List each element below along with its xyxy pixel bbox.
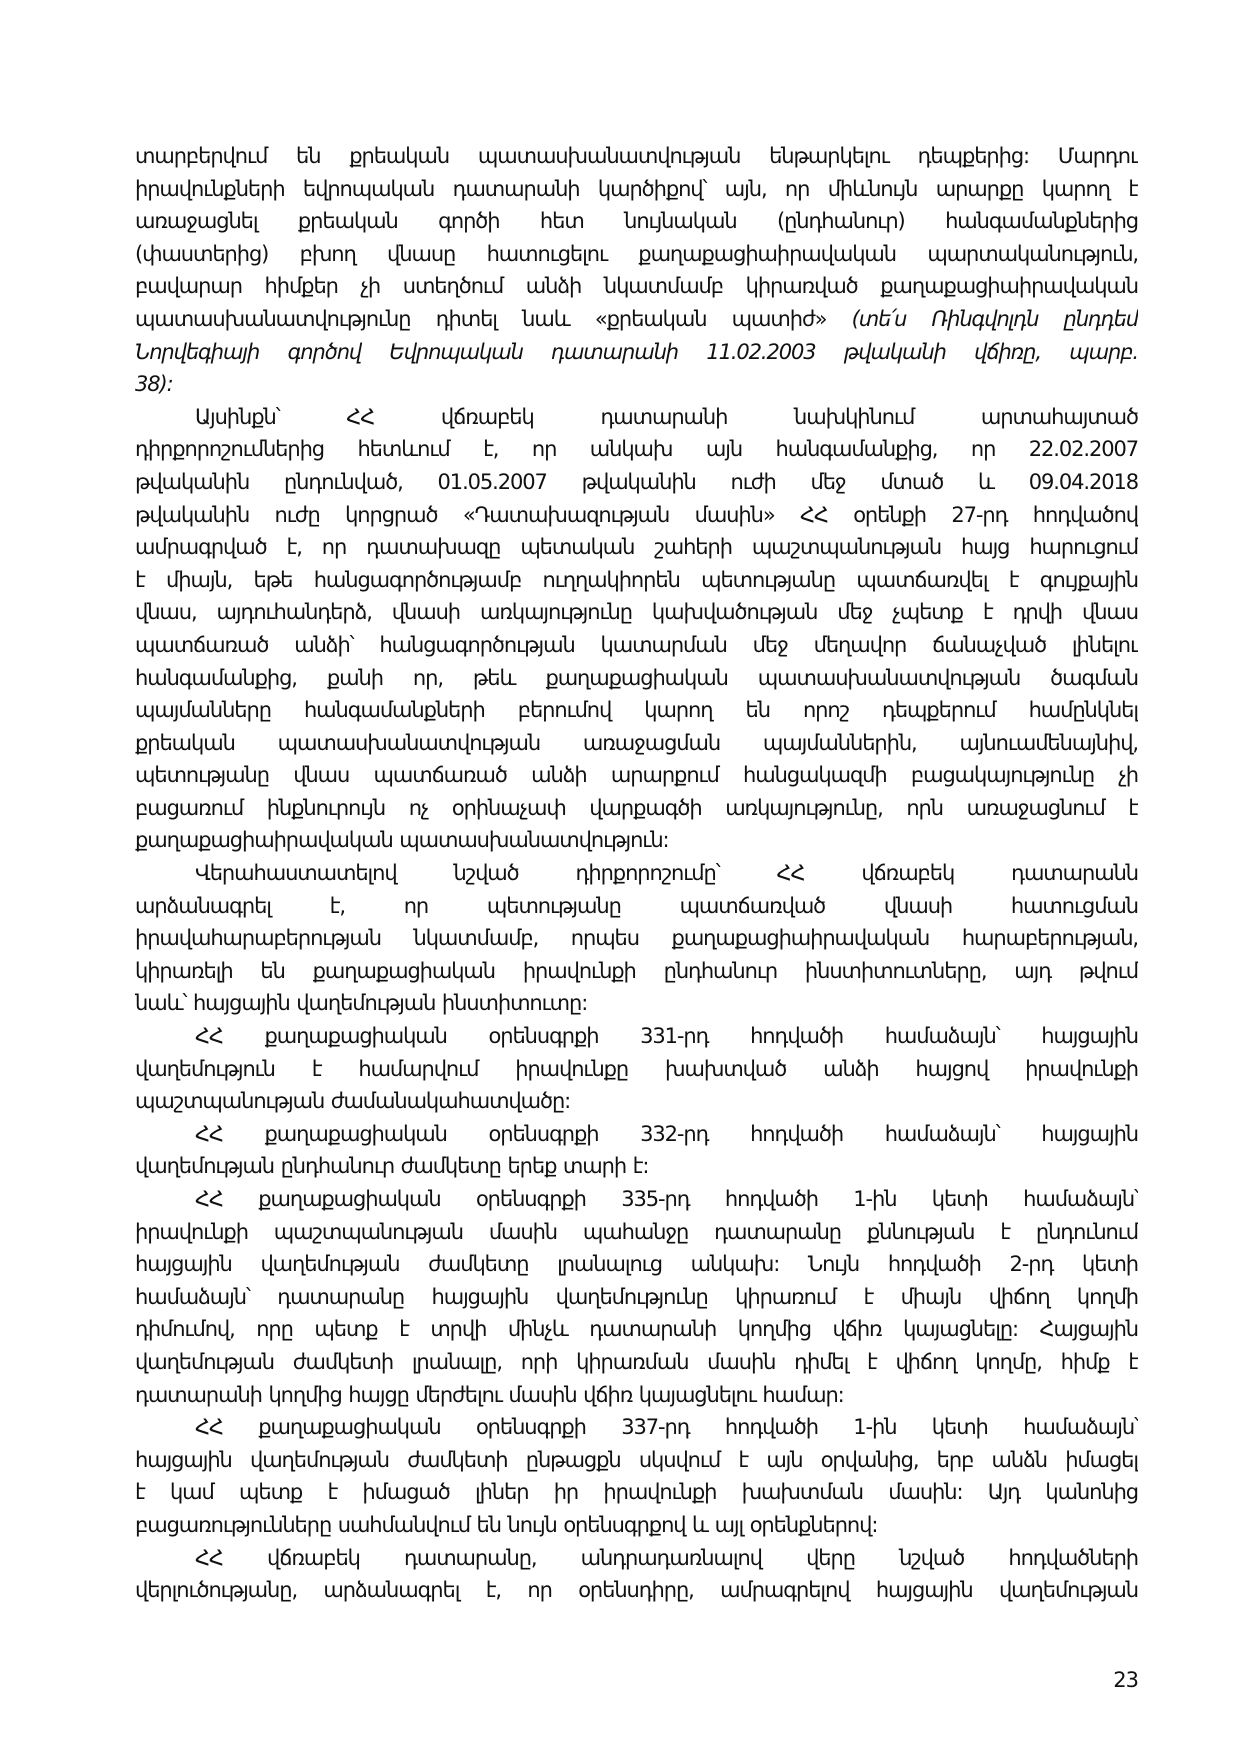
line-text: պայմանները հանգամանքների բերումով կարող են որոշ դեպքերում համընկնել [135,698,1138,723]
line-text: դիրքորոշումներից հետևում է, որ անկախ այն հանգամանքից, որ 22.02.2007 [135,437,1138,462]
text-line [135,955,1138,988]
text-line [135,336,1138,369]
text-line [135,890,1138,923]
line-text: ամրագրված է, որ դատախազը պետական շահերի պաշտպանության հայց հարուցում [135,535,1138,560]
text-line [135,596,1138,629]
text-line [135,1183,1138,1216]
line-text: թվականին ընդունված, 01.05.2007 թվականին ուժի մեջ մտած և 09.04.2018 [135,469,1138,494]
line-text: թվականին ուժը կորցրած «Դատախազության մասին» ՀՀ օրենքի 27-րդ հոդվածով [135,502,1138,527]
text-line [135,1118,1138,1151]
line-text: դատարանի կողմից հայցը մերժելու մասին վճիռ կայացնելու համար: [135,1382,844,1407]
text-line [135,922,1138,955]
text-line [135,1444,1138,1477]
line-text: տարբերվում են քրեական պատասխանատվության ենթարկելու դեպքերից: Մարդու [135,144,1138,168]
text-line [135,173,1138,206]
line-text: պատճառած անձի՝ հանցագործության կատարման մեջ մեղավոր ճանաչված լինելու [135,632,1138,657]
text-line [135,499,1138,532]
line-text: արձանագրել է, որ պետությանը պատճառված վնասի հատուցման [135,893,1138,918]
text-line [135,1542,1138,1575]
text-line [135,238,1138,271]
text-line [135,629,1138,662]
text-line [135,1085,1138,1118]
text-line [135,1020,1138,1053]
line-text: վնաս, այդուհանդերձ, վնասի առկայությունը կախվածության մեջ չպետք է դրվի վնաս [135,600,1138,625]
text-line [135,987,1138,1020]
line-text: ՀՀ քաղաքացիական օրենսգրքի 332-րդ հոդվածի համաձայն՝ հայցային [195,1121,1138,1146]
text-line [135,1411,1138,1444]
line-text: բացառությունները սահմանվում են նույն օրենսգրքով և այլ օրենքներով: [135,1512,878,1537]
line-text: վաղեմության ընդհանուր ժամկետը երեք տարի է: [135,1154,649,1179]
line-text: կիրառելի են քաղաքացիական իրավունքի ընդհանուր ինստիտուտները, այդ թվում [135,958,1138,983]
line-text: ՀՀ քաղաքացիական օրենսգրքի 335-րդ հոդվածի 1-ին կետի համաձայն՝ [195,1187,1138,1211]
text-line [135,401,1138,434]
text-line [135,759,1138,792]
text-line [135,662,1138,695]
document-body [135,140,1138,1607]
text-line [135,1216,1138,1249]
text-line [135,433,1138,466]
line-text: վաղեմություն է համարվում իրավունքը խախտված անձի հայցով իրավունքի [135,1056,1138,1081]
text-line [135,857,1138,890]
text-line [135,1248,1138,1281]
text-line [135,531,1138,564]
line-text: Այսինքն՝ ՀՀ վճռաբեկ դատարանի նախկինում արտահայտած [195,404,1138,429]
text-line [135,1509,1138,1542]
line-text: նաև՝ հայցային վաղեմության ինստիտուտը: [135,991,588,1016]
line-text: իրավահարաբերության նկատմամբ, որպես քաղաքացիաիրավական հարաբերության, [135,926,1138,951]
text-line [135,270,1138,303]
text-line [135,1281,1138,1314]
line-text: հանգամանքից, քանի որ, թեև քաղաքացիական պատասխանատվության ծագման [135,665,1138,690]
line-text: վաղեմության ժամկետի լրանալը, որի կիրառման մասին դիմել է վիճող կողմը, հիմք է [135,1349,1138,1374]
text-line [135,564,1138,597]
text-line [135,694,1138,727]
text-line [135,140,1138,173]
line-text: պատասխանատվությունը դիտել նաև «քրեական պատիժ» [135,306,827,331]
text-line [135,466,1138,499]
line-text: դիմումով, որը պետք է տրվի մինչև դատարանի կողմից վճիռ կայացնելը: Հայցային [135,1317,1138,1342]
line-text: ՀՀ վճռաբեկ դատարանը, անդրադառնալով վերը նշված հոդվածների [195,1545,1138,1570]
line-text: քաղաքացիաիրավական պատասխանատվություն: [135,828,669,853]
text-line [135,1379,1138,1412]
line-text: ՀՀ քաղաքացիական օրենսգրքի 337-րդ հոդվածի 1-ին կետի համաձայն՝ [195,1415,1138,1440]
text-line [135,1476,1138,1509]
line-text: առաջացնել քրեական գործի հետ նույնական (ընդհանուր) հանգամանքներից [135,209,1138,234]
line-text: իրավունքի պաշտպանության մասին պահանջը դատարանը քննության է ընդունում [135,1219,1138,1244]
line-text: վերլուծությանը, արձանագրել է, որ օրենսդիրը, ամրագրելով հայցային վաղեմության [135,1578,1138,1603]
text-line [135,824,1138,857]
line-text: է կամ պետք է իմացած լիներ իր իրավունքի խախտման մասին: Այդ կանոնից [135,1480,1138,1505]
text-line [135,1346,1138,1379]
line-text: հայցային վաղեմության ժամկետի ընթացքն սկսվում է այն օրվանից, երբ անձն իմացել [135,1447,1138,1472]
text-line [135,1150,1138,1183]
text-line [135,205,1138,238]
line-text: (փաստերից) բխող վնասը հատուցելու քաղաքացիաիրավական պարտականություն, [135,241,1138,266]
text-line [135,1313,1138,1346]
line-text: ՀՀ քաղաքացիական օրենսգրքի 331-րդ հոդվածի համաձայն՝ հայցային [195,1024,1138,1049]
citation-text: 38): [135,372,173,397]
text-line [135,368,1138,401]
text-line [135,792,1138,825]
text-line [135,1574,1138,1607]
text-line [135,727,1138,760]
line-text: բացառում ինքնուրույն ոչ օրինաչափ վարքագծի առկայությունը, որն առաջացնում է [135,795,1138,820]
text-line [135,303,1138,336]
line-text: պաշտպանության ժամանակահատվածը: [135,1089,571,1114]
line-text: պետությանը վնաս պատճառած անձի արարքում հանցակազմի բացակայությունը չի [135,763,1138,788]
line-text: Վերահաստատելով նշված դիրքորոշումը՝ ՀՀ վճռաբեկ դատարանն [195,861,1138,886]
line-text: համաձայն՝ դատարանը հայցային վաղեմությունը կիրառում է միայն վիճող կողմի [135,1284,1138,1309]
line-text: բավարար հիմքեր չի ստեղծում անձի նկատմամբ կիրառված քաղաքացիաիրավական [135,274,1138,299]
citation-text: (տե՛ս Ռինգվոլդն ընդդեմ [851,306,1138,331]
line-text: հայցային վաղեմության ժամկետը լրանալուց անկախ: Նույն հոդվածի 2-րդ կետի [135,1252,1138,1277]
page-number: 23 [1113,1668,1138,1692]
line-text: է միայն, եթե հանցագործությամբ ուղղակիորեն պետությանը պատճառվել է գույքային [135,567,1138,592]
citation-text: Նորվեգիայի գործով Եվրոպական դատարանի 11.02.2003 թվականի վճիռը, պարբ. [135,339,1138,364]
text-line [135,1053,1138,1086]
line-text: քրեական պատասխանատվության առաջացման պայմաններին, այնուամենայնիվ, [135,730,1138,755]
line-text: իրավունքների եվրոպական դատարանի կարծիքով՝ այն, որ միևնույն արարքը կարող է [135,176,1138,201]
